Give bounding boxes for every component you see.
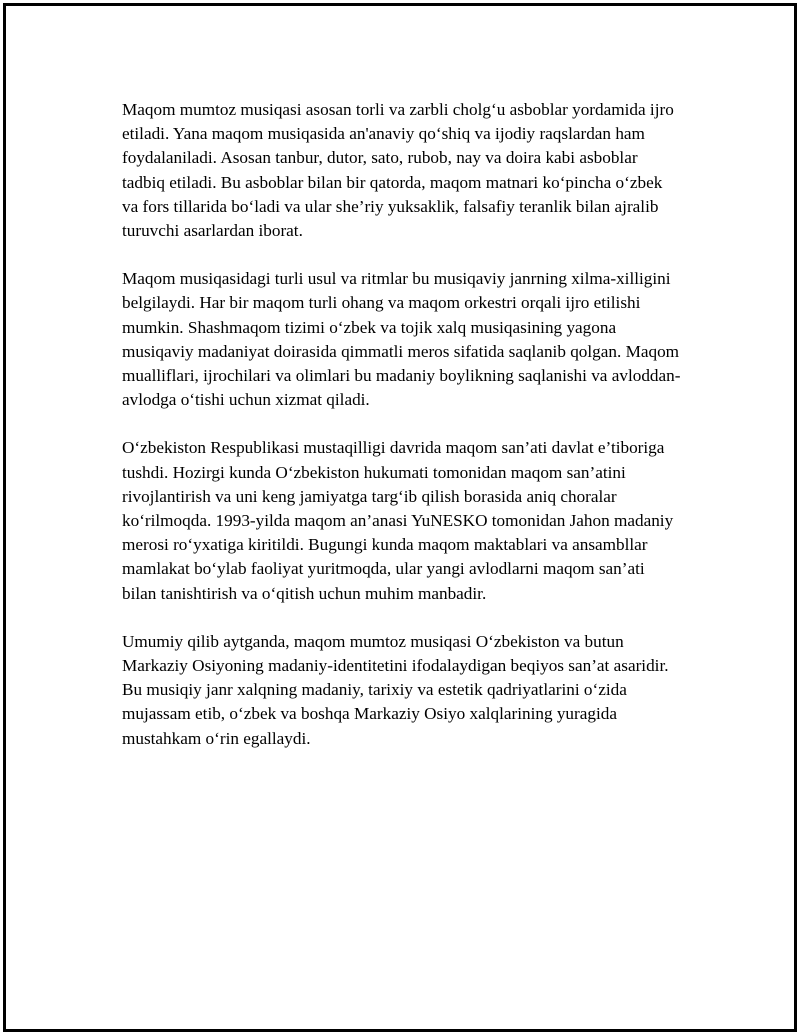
paragraph-2: Maqom musiqasidagi turli usul va ritmlar bu musiqaviy janrning xilma-xilligini belgilaydi. Har bir maqom turli ohang va maqom orkestri orqali ijro etilishi mumkin. Shashmaqom tizimi o‘zbek va tojik xalq musiqasining yagona musiqaviy madaniyat doirasida qimmatli meros sifatida saqlanib qolgan. Maqom mualliflari, ijrochilari va olimlari bu madaniy boylikning saqlanishi va avloddan-avlodga o‘tishi uchun xizmat qiladi.	[122, 269, 681, 410]
paragraph-1: Maqom mumtoz musiqasi asosan torli va zarbli cholg‘u asboblar yordamida ijro etiladi. Yana maqom musiqasida an'anaviy qo‘shiq va ijodiy raqslardan ham foydalaniladi. Asosan tanbur, dutor, sato, rubob, nay va doira kabi asboblar tadbiq etiladi. Bu asboblar bilan bir qatorda, maqom matnari ko‘pincha o‘zbek va fors tillarida bo‘ladi va ular she’riy yuksaklik, falsafiy teranlik bilan ajralib turuvchi asarlardan iborat.	[122, 100, 674, 241]
document-body	[122, 98, 682, 775]
paragraph-4: Umumiy qilib aytganda, maqom mumtoz musiqasi O‘zbekiston va butun Markaziy Osiyoning madaniy-identitetini ifodalaydigan beqiyos san’at asaridir. Bu musiqiy janr xalqning madaniy, tarixiy va estetik qadriyatlarini o‘zida mujassam etib, o‘zbek va boshqa Markaziy Osiyo xalqlarining yuragida mustahkam o‘rin egallaydi.	[122, 631, 669, 748]
paragraph-3: O‘zbekiston Respublikasi mustaqilligi davrida maqom san’ati davlat e’tiboriga tushdi. Hozirgi kunda O‘zbekiston hukumati tomonidan maqom san’atini rivojlantirish va uni keng jamiyatga targ‘ib qilish borasida aniq choralar ko‘rilmoqda. 1993-yilda maqom an’anasi YuNESKO tomonidan Jahon madaniy merosi ro‘yxatiga kiritildi. Bugungi kunda maqom maktablari va ansambllar mamlakat bo‘ylab faoliyat yuritmoqda, ular yangi avlodlarni maqom san’ati bilan tanishtirish va o‘qitish uchun muhim manbadir.	[122, 438, 674, 603]
page-border	[3, 3, 797, 1032]
